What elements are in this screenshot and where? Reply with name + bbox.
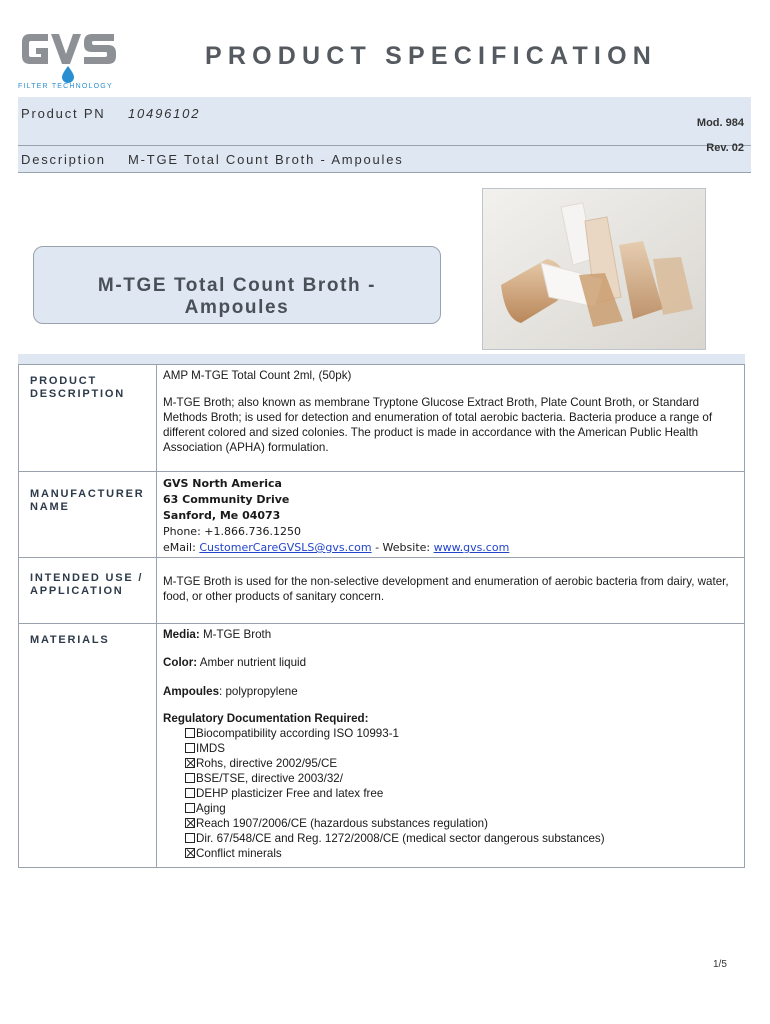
website-link[interactable]: www.gvs.com (433, 541, 510, 554)
checked-checkbox-icon[interactable] (185, 818, 195, 828)
label-line: NAME (30, 501, 70, 513)
checked-checkbox-icon[interactable] (185, 848, 195, 858)
checklist-item (163, 846, 736, 861)
divider (18, 172, 751, 173)
color-line (163, 655, 736, 670)
checkbox-icon[interactable] (185, 728, 195, 738)
checked-checkbox-icon[interactable] (185, 758, 195, 768)
email-link[interactable]: CustomerCareGVSLS@gvs.com (199, 541, 372, 554)
checkbox-icon[interactable] (185, 743, 195, 753)
intended-use-text: M-TGE Broth is used for the non-selective development and enumeration of aerobic bacteria from dairy, water, food, or other products of sanitary concern. (163, 575, 729, 603)
checkbox-icon[interactable] (185, 788, 195, 798)
checklist-label: Conflict minerals (196, 847, 282, 860)
checklist-item (163, 816, 736, 831)
product-pn-band (18, 97, 751, 145)
table-row (19, 623, 744, 867)
label-line: MANUFACTURER (30, 488, 145, 500)
product-title-line2: Ampoules (184, 297, 290, 318)
checkbox-icon[interactable] (185, 773, 195, 783)
product-description-text: M-TGE Broth; also known as membrane Tryptone Glucose Extract Broth, Plate Count Broth, or Standard Methods Broth; is used for detection and enumeration of total aerobic bacteria. Bacteria produce a range of different colored and sized colonies. The product is made in accordance with the American Public Health Association (APHA) formulation. (163, 396, 713, 454)
checklist-label: Dir. 67/548/CE and Reg. 1272/2008/CE (medical sector dangerous substances) (196, 832, 605, 845)
description-label: Description (21, 152, 106, 167)
product-title-line1: M-TGE Total Count Broth - (97, 275, 377, 296)
ampoules-value: : polypropylene (219, 685, 298, 698)
media-line (163, 627, 736, 642)
document-title: PRODUCT SPECIFICATION (205, 42, 657, 70)
checklist-item (163, 831, 736, 846)
street-address: 63 Community Drive (163, 493, 290, 506)
product-title-box (33, 246, 441, 324)
color-value: Amber nutrient liquid (197, 656, 307, 669)
ampoules-line (163, 684, 736, 699)
checklist-item (163, 741, 736, 756)
product-pn-value: 10496102 (128, 106, 201, 121)
intended-use-label (19, 558, 157, 623)
email-prefix: eMail: (163, 541, 200, 554)
specification-table (18, 364, 745, 868)
table-header-strip (18, 354, 745, 364)
checklist-label: Aging (196, 802, 226, 815)
label-line: PRODUCT (30, 375, 97, 387)
ampoules-label: Ampoules (163, 685, 220, 698)
checklist-label: Rohs, directive 2002/95/CE (196, 757, 338, 770)
media-label: Media: (163, 628, 200, 641)
city-address: Sanford, Me 04073 (163, 509, 281, 522)
mod-number: Mod. 984 (696, 117, 744, 129)
contact-line (163, 540, 736, 556)
description-value: M-TGE Total Count Broth - Ampoules (128, 152, 404, 167)
checklist-item (163, 801, 736, 816)
product-description-content (157, 365, 744, 471)
label-line: APPLICATION (30, 585, 124, 597)
label-line: INTENDED USE / (30, 572, 144, 584)
checklist-item (163, 756, 736, 771)
revision: Rev. 02 (706, 142, 744, 154)
checklist-label: Biocompatibility according ISO 10993-1 (196, 727, 399, 740)
materials-label: MATERIALS (19, 624, 157, 867)
manufacturer-content (157, 472, 744, 557)
product-line: AMP M-TGE Total Count 2ml, (50pk) (163, 369, 352, 382)
table-row (19, 471, 744, 557)
product-photo (482, 188, 706, 350)
checklist-item (163, 726, 736, 741)
company-name: GVS North America (163, 477, 282, 490)
table-row (19, 365, 744, 471)
checklist-item (163, 786, 736, 801)
website-prefix: - Website: (371, 541, 434, 554)
checklist-label: IMDS (196, 742, 225, 755)
phone: Phone: +1.866.736.1250 (163, 525, 301, 538)
checklist-item (163, 771, 736, 786)
checklist-label: Reach 1907/2006/CE (hazardous substances regulation) (196, 817, 488, 830)
page-number: 1/5 (713, 959, 727, 970)
checkbox-icon[interactable] (185, 833, 195, 843)
regulatory-label: Regulatory Documentation Required: (163, 712, 369, 725)
checklist-label: DEHP plasticizer Free and latex free (196, 787, 384, 800)
label-line: DESCRIPTION (30, 388, 125, 400)
product-pn-label: Product PN (21, 106, 106, 121)
checkbox-icon[interactable] (185, 803, 195, 813)
checklist-label: BSE/TSE, directive 2003/32/ (196, 772, 343, 785)
regulatory-checklist (163, 726, 736, 861)
logo-subtitle: FILTER TECHNOLOGY (18, 83, 113, 90)
manufacturer-label (19, 472, 157, 557)
table-row (19, 557, 744, 623)
color-label: Color: (163, 656, 198, 669)
media-value: M-TGE Broth (199, 628, 272, 641)
product-description-label (19, 365, 157, 471)
materials-content (157, 624, 744, 867)
